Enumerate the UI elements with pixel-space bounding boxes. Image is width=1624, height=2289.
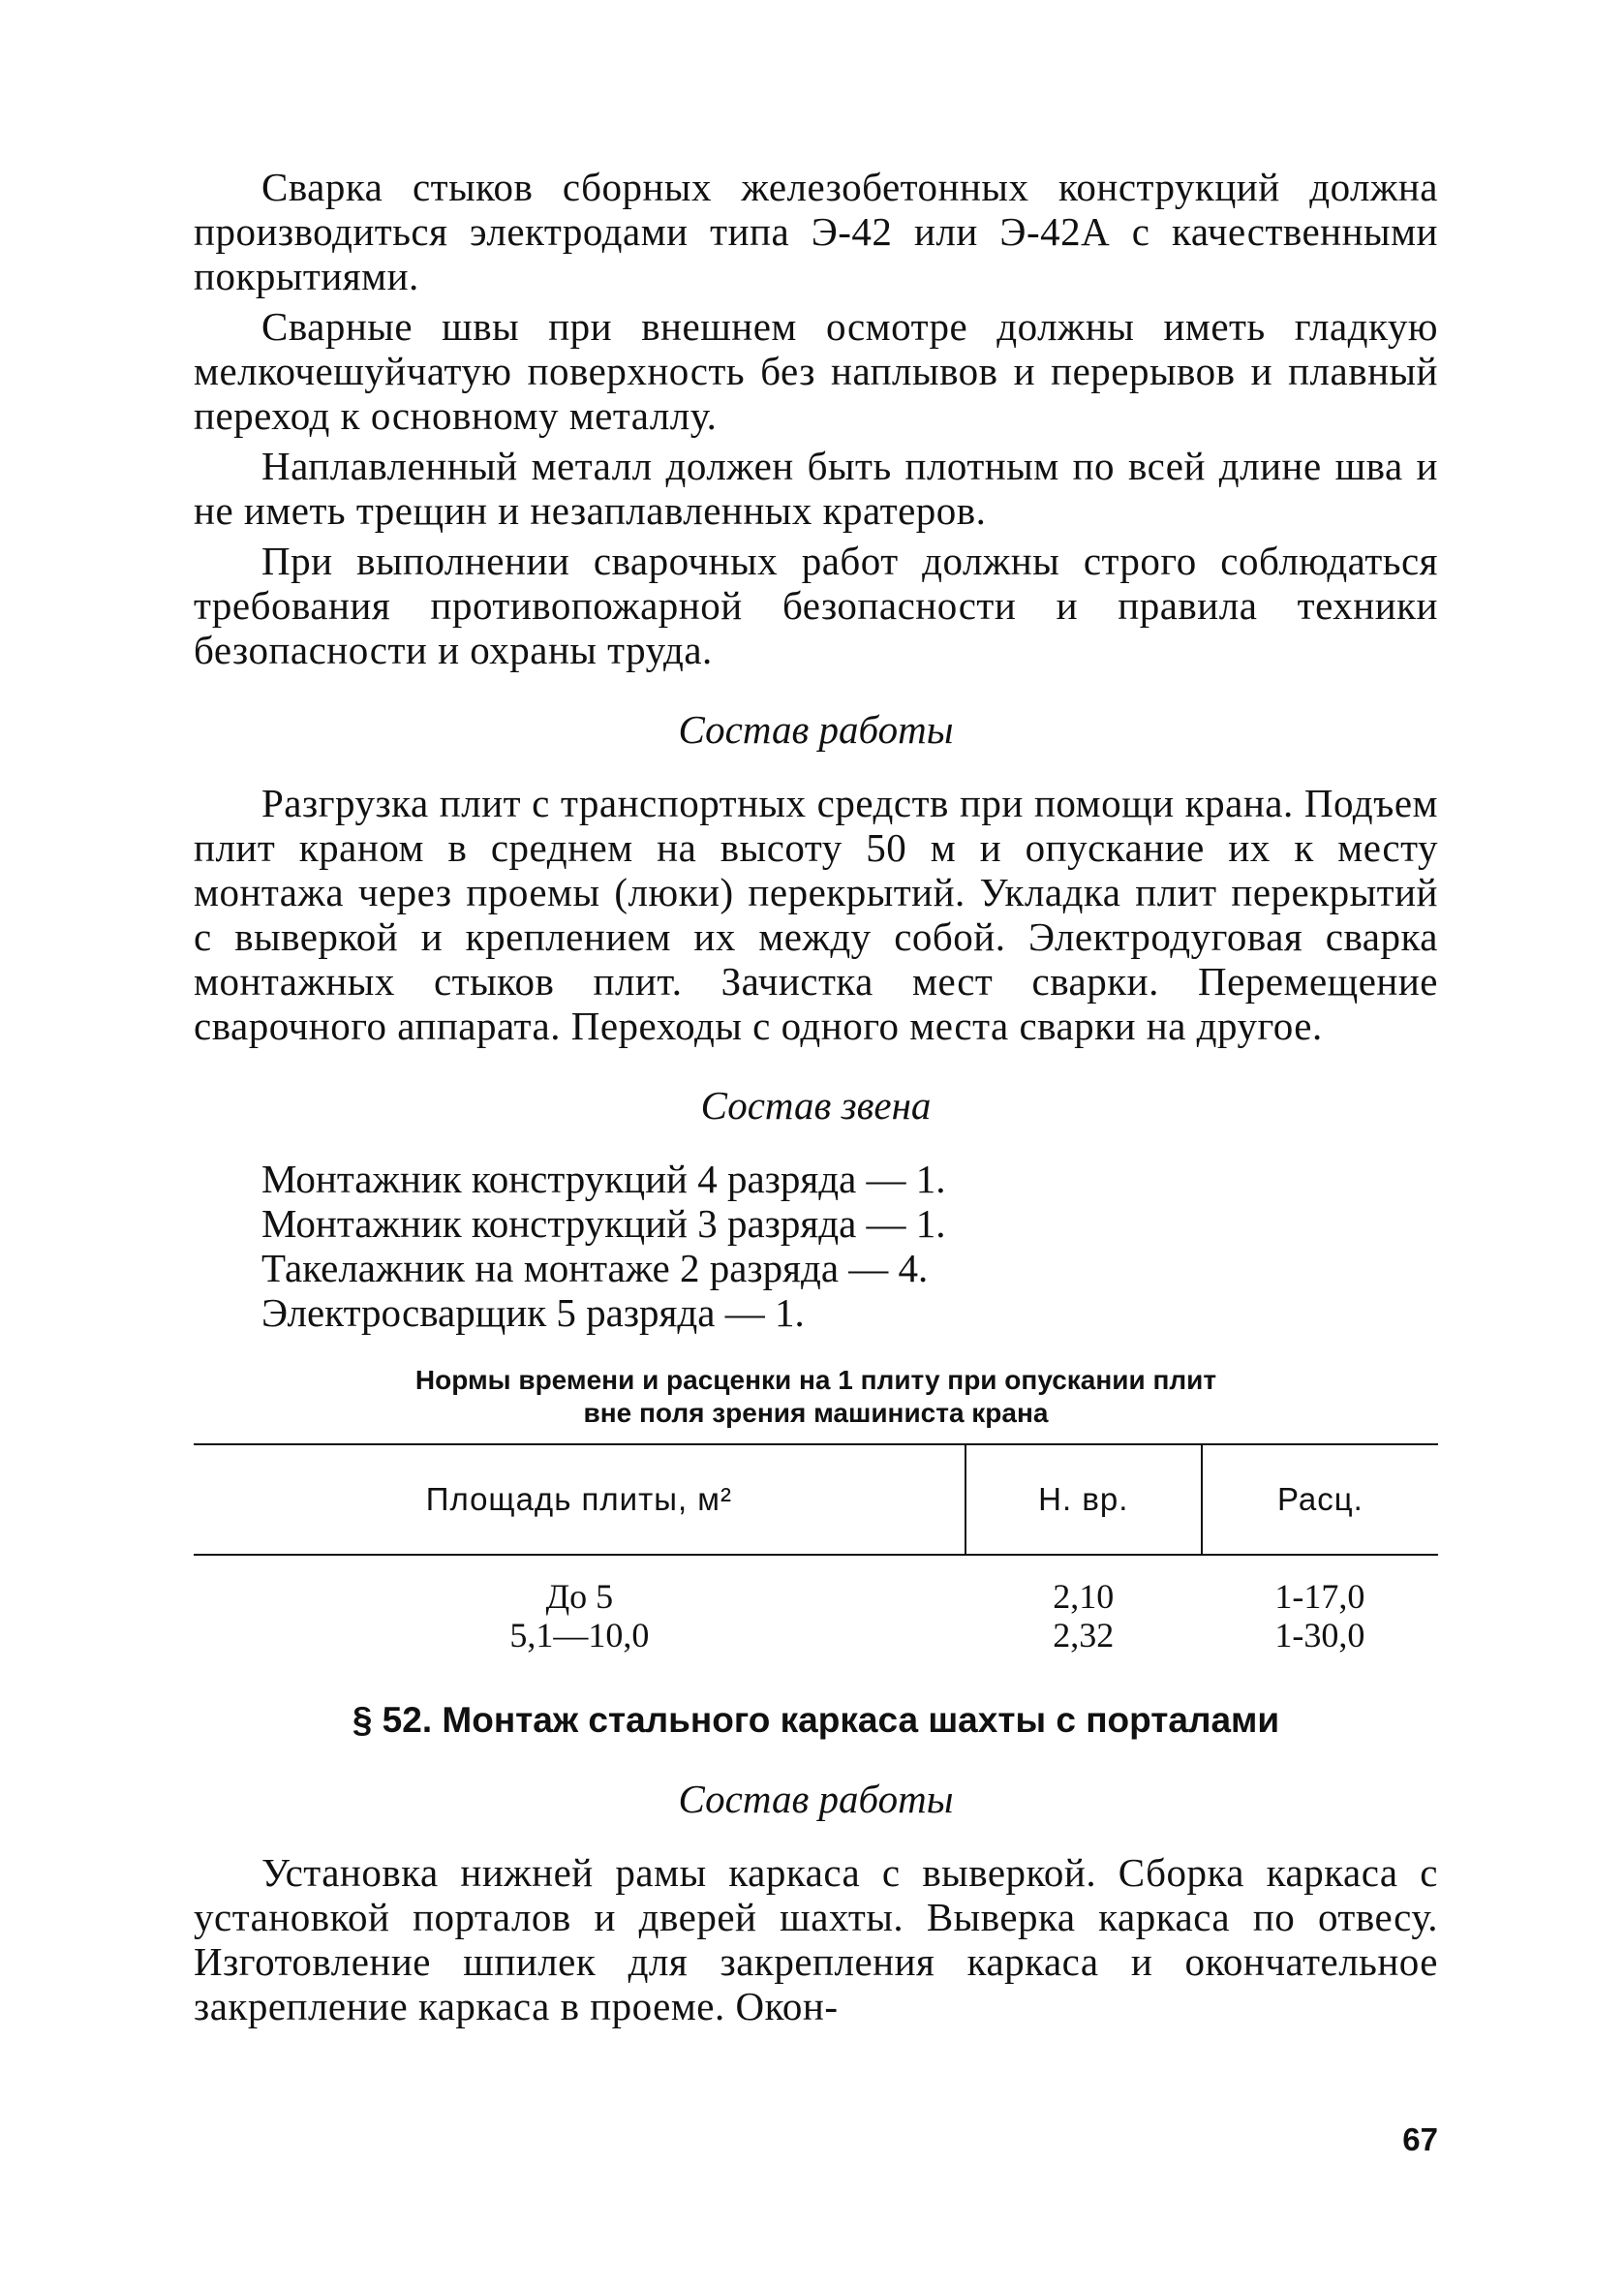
- header-time-norm: Н. вр.: [965, 1444, 1202, 1555]
- table-caption: [194, 1364, 1438, 1430]
- norms-table: [194, 1443, 1438, 1655]
- cell-time: 2,32: [1053, 1616, 1115, 1655]
- table-header-row: [194, 1444, 1438, 1555]
- work-composition-heading-2: Состав работы: [678, 1777, 954, 1821]
- work-composition-heading: Состав работы: [678, 707, 954, 752]
- page-number: 67: [1402, 2121, 1438, 2157]
- cell-time: 2,10: [1053, 1577, 1115, 1616]
- header-rate: Расц.: [1277, 1481, 1364, 1517]
- work-composition-text-2: Установка нижней рамы каркаса с выверкой. Сборка каркаса с установкой порталов и дверей шахты. Выверка каркаса по отвесу. Изготовление шпилек для закрепления каркаса и окончательное закрепление каркаса в проеме. Окон-: [194, 1850, 1438, 2028]
- page-body: [194, 165, 1438, 2034]
- section-title: § 52. Монтаж стального каркаса шахты с порталами: [352, 1700, 1280, 1740]
- crew-composition-heading: Состав звена: [700, 1083, 932, 1128]
- cell-rate: 1-30,0: [1274, 1616, 1365, 1655]
- crew-list: [261, 1157, 1438, 1335]
- paragraph-deposited-metal: Наплавленный металл должен быть плотным по всей длине шва и не иметь трещин и незаплавленных кратеров.: [194, 444, 1438, 533]
- paragraph-weld-seams: Сварные швы при внешнем осмотре должны иметь гладкую мелкочешуйчатую поверхность без наплывов и перерывов и плавный переход к основному металлу.: [194, 304, 1438, 438]
- table-row: [194, 1616, 1438, 1655]
- cell-rate: 1-17,0: [1274, 1577, 1365, 1616]
- table-caption-line-1: Нормы времени и расценки на 1 плиту при опускании плит: [414, 1365, 1217, 1395]
- crew-item: Электросварщик 5 разряда — 1.: [261, 1290, 805, 1335]
- header-area: Площадь плиты, м²: [425, 1481, 732, 1517]
- crew-item: Такелажник на монтаже 2 разряда — 4.: [261, 1246, 929, 1290]
- table-caption-line-2: вне поля зрения машиниста крана: [583, 1398, 1049, 1428]
- table-row: [194, 1555, 1438, 1616]
- cell-area: До 5: [545, 1577, 614, 1616]
- paragraph-electrodes: Сварка стыков сборных железобетонных конструкций должна производиться электродами типа Э-42 или Э-42А с качественными покрытиями.: [194, 165, 1438, 298]
- cell-area: 5,1—10,0: [509, 1616, 650, 1655]
- crew-item: Монтажник конструкций 3 разряда — 1.: [261, 1201, 946, 1246]
- work-composition-text: Разгрузка плит с транспортных средств при помощи крана. Подъем плит краном в среднем на высоту 50 м и опускание их к месту монтажа через проемы (люки) перекрытий. Укладка плит перекрытий с выверкой и креплением их между собой. Электродуговая сварка монтажных стыков плит. Зачистка мест сварки. Перемещение сварочного аппарата. Переходы с одного места сварки на другое.: [194, 781, 1438, 1048]
- crew-item: Монтажник конструкций 4 разряда — 1.: [261, 1157, 946, 1201]
- paragraph-safety: При выполнении сварочных работ должны строго соблюдаться требования противопожарной безопасности и правила техники безопасности и охраны труда.: [194, 539, 1438, 672]
